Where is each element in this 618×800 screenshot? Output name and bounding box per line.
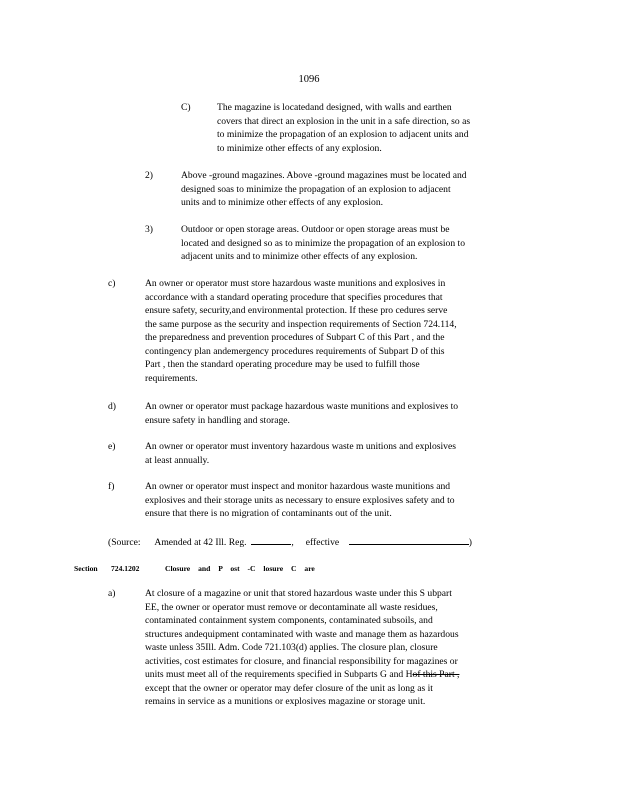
text-segment: units must meet all of the requirements specified in Subparts G and H <box>145 669 413 680</box>
item-text <box>145 277 537 385</box>
item-label: f) <box>108 481 115 492</box>
text-line: units and to minimize other effects of any explosion. <box>181 197 384 208</box>
item-text <box>217 101 533 155</box>
text-line: ensure safety, security,and environmental protection. If these pro cedures serve <box>145 305 448 316</box>
text-line: the preparedness and prevention procedures of Subpart C of this Part , and the <box>145 332 445 343</box>
text-line: waste unless 35Ill. Adm. Code 721.103(d) applies. The closure plan, closure <box>145 642 438 653</box>
text-line: An owner or operator must store hazardous waste munitions and explosives in <box>145 278 446 289</box>
text-line: to minimize other effects of any explosion. <box>217 142 382 154</box>
item-text <box>145 400 537 427</box>
item-text <box>145 480 537 521</box>
text-line: Above -ground magazines. Above -ground magazines must be located and <box>181 170 467 181</box>
item-label: C) <box>181 102 191 113</box>
text-line: The magazine is locatedand designed, with walls and earthen <box>217 102 452 113</box>
item-text <box>181 169 537 210</box>
text-line: remains in service as a munitions or explosives magazine or storage unit. <box>145 696 426 707</box>
text-line: An owner or operator must package hazardous waste munitions and explosives to <box>145 401 459 412</box>
struck-text: of this Part , <box>412 669 460 680</box>
text-line: located and designed so as to minimize the propagation of an explosion to <box>181 237 466 249</box>
section-title: Closure and P ost -C losure C are <box>165 564 315 573</box>
text-line: EE, the owner or operator must remove or decontaminate all waste residues, <box>145 601 438 613</box>
item-text <box>181 223 537 264</box>
text-line: explosives and their storage units as necessary to ensure explosives safety and to <box>145 494 455 506</box>
source-effective: effective <box>305 537 340 548</box>
text-line: An owner or operator must inventory hazardous waste m unitions and explosives <box>145 441 456 452</box>
text-line: Outdoor or open storage areas. Outdoor or open storage areas must be <box>181 224 450 235</box>
text-line: at least annually. <box>145 454 210 466</box>
source-close: ) <box>468 537 472 548</box>
text-line: except that the owner or operator may defer closure of the unit as long as it <box>145 682 433 694</box>
text-line: ensure safety in handling and storage. <box>145 414 290 426</box>
item-label: 2) <box>145 170 153 181</box>
text-line: to minimize the propagation of an explosion to adjacent units and <box>217 129 469 140</box>
item-text <box>145 440 537 467</box>
item-label: 3) <box>145 224 153 235</box>
source-sep: , <box>291 537 294 548</box>
text-line: accordance with a standard operating procedure that specifies procedures that <box>145 291 443 303</box>
source-amended: Amended at 42 Ill. Reg. <box>154 537 247 548</box>
item-label: d) <box>108 401 116 412</box>
source-open: (Source: <box>108 537 141 548</box>
item-label: a) <box>108 588 116 599</box>
text-line: An owner or operator must inspect and monitor hazardous waste munitions and <box>145 481 451 492</box>
page-number: 1096 <box>298 74 320 85</box>
text-line: adjacent units and to minimize other effects of any explosion. <box>181 251 418 262</box>
text-line <box>145 668 537 682</box>
text-line: the same purpose as the security and inspection requirements of Section 724.114, <box>145 318 457 330</box>
text-line: contaminated containment system components, contaminated subsoils, and <box>145 615 433 626</box>
item-text <box>145 587 537 709</box>
text-line: requirements. <box>145 372 198 384</box>
text-line: ensure that there is no migration of contaminants out of the unit. <box>145 508 392 519</box>
item-label: e) <box>108 441 116 452</box>
text-line: At closure of a magazine or unit that stored hazardous waste under this S ubpart <box>145 588 452 599</box>
source-note <box>108 534 472 550</box>
text-line: activities, cost estimates for closure, and financial responsibility for magazines or <box>145 655 458 667</box>
text-line: contingency plan andemergency procedures requirements of Subpart D of this <box>145 345 445 357</box>
text-line: covers that direct an explosion in the unit in a safe direction, so as <box>217 115 471 127</box>
section-number: 724.1202 <box>111 564 140 573</box>
register-blank <box>251 534 291 545</box>
text-line: designed soas to minimize the propagation of an explosion to adjacent <box>181 183 451 195</box>
text-line: Part , then the standard operating procedure may be used to fulfill those <box>145 359 420 370</box>
text-line: structures andequipment contaminated with waste and manage them as hazardous <box>145 628 459 640</box>
item-label: c) <box>108 278 116 289</box>
effective-date-blank <box>349 534 469 545</box>
section-label: Section <box>74 564 98 573</box>
